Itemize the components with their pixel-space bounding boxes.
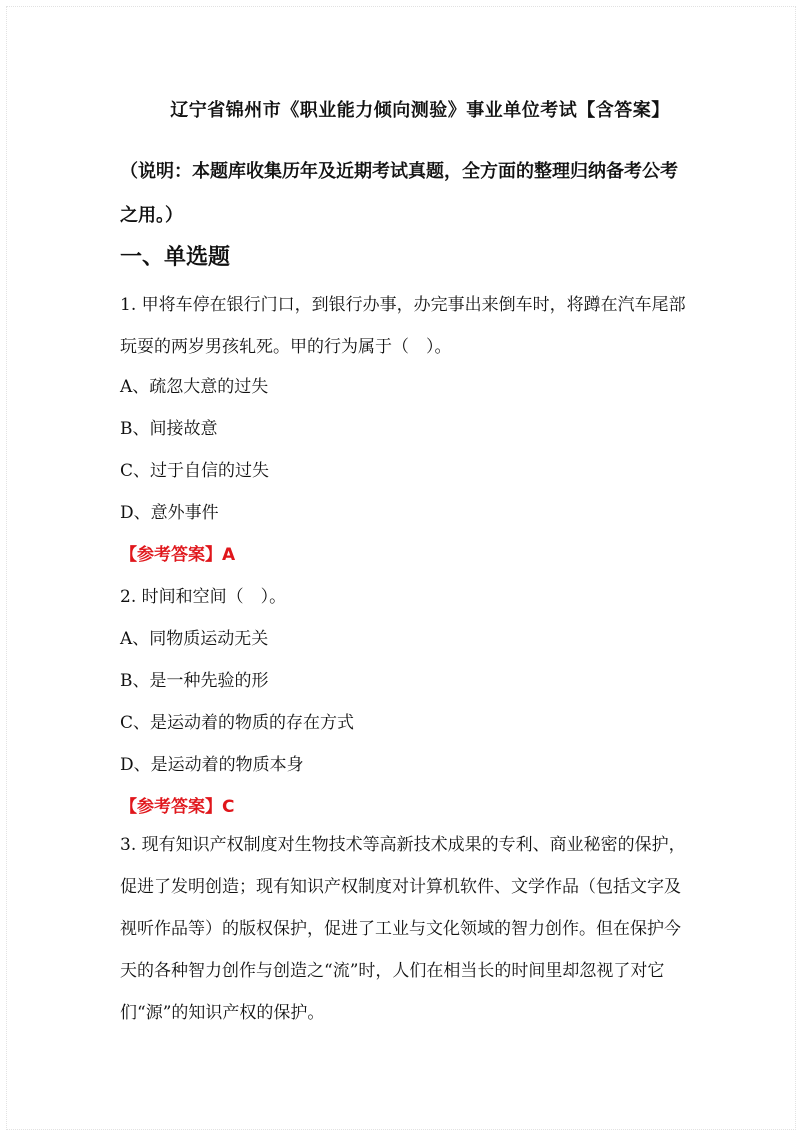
section-heading: 一、单选题: [120, 245, 231, 270]
question-3-stem: 3. 现有知识产权制度对生物技术等高新技术成果的专利、商业秘密的保护，促进了发明创造；现有知识产权制度对计算机软件、文学作品（包括文字及视听作品等）的版权保护，促进了工业与文化领域的智力创作。但在保护今天的各种智力创作与创造之“流”时，人们在相当长的时间里却忽视了对它们“源”的知识产权的保护。: [120, 835, 686, 1023]
question-1-option-c: C、过于自信的过失: [120, 461, 270, 481]
question-2-stem: 2. 时间和空间（ ）。: [120, 587, 287, 607]
question-1-option-d: D、意外事件: [120, 503, 219, 523]
question-2-option-d: D、是运动着的物质本身: [120, 755, 304, 775]
question-2-option-c: C、是运动着的物质的存在方式: [120, 713, 355, 733]
document-title: 辽宁省锦州市《职业能力倾向测验》事业单位考试【含答案】: [170, 100, 670, 121]
question-1-answer: 【参考答案】A: [120, 545, 236, 565]
question-2-answer: 【参考答案】C: [120, 797, 235, 817]
question-1-stem: 1. 甲将车停在银行门口，到银行办事，办完事出来倒车时，将蹲在汽车尾部玩耍的两岁男孩轧死。甲的行为属于（ ）。: [120, 295, 686, 357]
document-note: （说明：本题库收集历年及近期考试真题，全方面的整理归纳备考公考之用。）: [120, 161, 678, 226]
question-2-option-a: A、同物质运动无关: [120, 629, 269, 649]
question-2-option-b: B、是一种先验的形: [120, 671, 269, 691]
question-1-option-b: B、间接故意: [120, 419, 218, 439]
question-1-option-a: A、疏忽大意的过失: [120, 377, 269, 397]
